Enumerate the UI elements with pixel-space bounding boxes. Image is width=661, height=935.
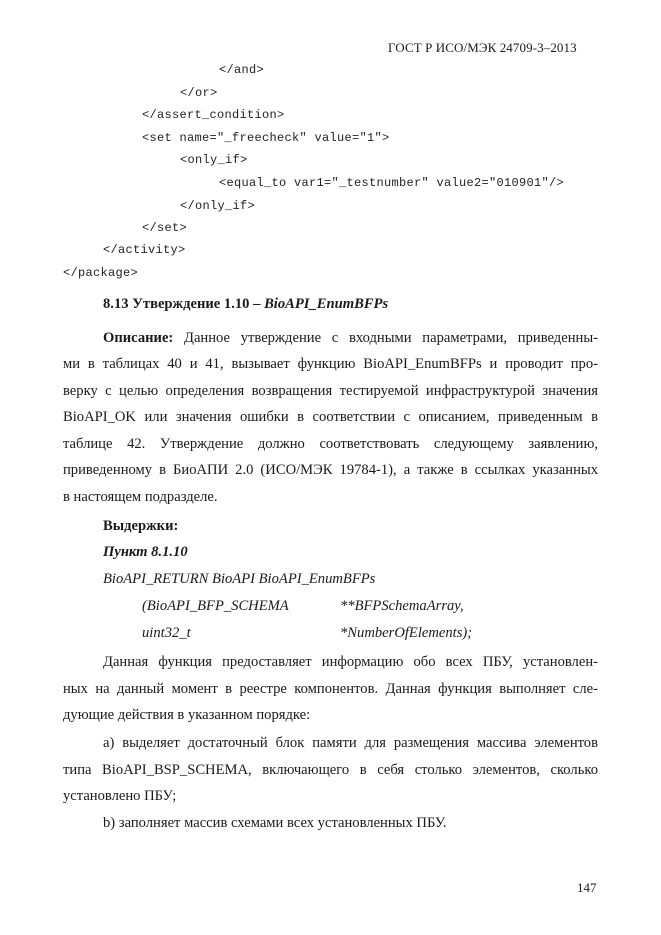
section-title <box>103 296 388 313</box>
param1-name: **BFPSchemaArray, <box>340 598 464 614</box>
list-item-a: типа BioAPI_BSP_SCHEMA, включающего в себя столько элементов, сколько <box>63 762 598 778</box>
description-text: Данное утверждение с входными параметрами, приведенны- <box>173 330 598 346</box>
section-title-function: BioAPI_EnumBFPs <box>264 296 389 312</box>
code-line: </only_if> <box>180 199 256 213</box>
code-line: </activity> <box>103 243 186 257</box>
code-line: <equal_to var1="_testnumber" value2="010901"/> <box>219 176 565 190</box>
list-item-b: b) заполняет массив схемами всех установленных ПБУ. <box>103 815 447 831</box>
param2-type: uint32_t <box>142 625 191 641</box>
code-line: <set name="_freecheck" value="1"> <box>142 131 390 145</box>
body-line: дующие действия в указанном порядке: <box>63 707 311 723</box>
description-line: приведенному в БиоАПИ 2.0 (ИСО/МЭК 19784-1), а также в ссылках указанных <box>63 462 598 478</box>
code-line: <only_if> <box>180 153 248 167</box>
page-number: 147 <box>577 880 597 895</box>
description-line <box>103 330 598 347</box>
section-title-text: 8.13 Утверждение 1.10 – <box>103 296 265 312</box>
excerpts-label: Выдержки: <box>103 518 179 534</box>
param1-type: (BioAPI_BFP_SCHEMA <box>142 598 289 614</box>
description-label: Описание: <box>103 330 174 346</box>
description-line: ми в таблицах 40 и 41, вызывает функцию BioAPI_EnumBFPs и проводит про- <box>63 356 598 372</box>
description-line: в настоящем подразделе. <box>63 489 218 505</box>
param2-name: *NumberOfElements); <box>340 625 473 641</box>
function-signature: BioAPI_RETURN BioAPI BioAPI_EnumBFPs <box>103 571 376 587</box>
list-item-a: установлено ПБУ; <box>63 788 177 804</box>
description-line: BioAPI_OK или значения ошибки в соответствии с описанием, приведенным в <box>63 409 598 425</box>
code-line: </or> <box>180 86 218 100</box>
description-line: таблице 42. Утверждение должно соответствовать следующему заявлению, <box>63 436 598 452</box>
code-line: </set> <box>142 221 188 235</box>
document-header: ГОСТ Р ИСО/МЭК 24709-3–2013 <box>388 40 577 55</box>
code-line: </assert_condition> <box>142 108 285 122</box>
list-item-a: а) выделяет достаточный блок памяти для размещения массива элементов <box>103 735 598 751</box>
body-line: ных на данный момент в реестре компонентов. Данная функция выполняет сле- <box>63 681 598 697</box>
code-line: </and> <box>219 63 265 77</box>
clause-label: Пункт 8.1.10 <box>103 544 188 560</box>
code-line: </package> <box>63 266 139 280</box>
body-line: Данная функция предоставляет информацию обо всех ПБУ, установлен- <box>103 654 598 670</box>
description-line: верку с целью определения возвращения тестируемой инфраструктурой значения <box>63 383 598 399</box>
